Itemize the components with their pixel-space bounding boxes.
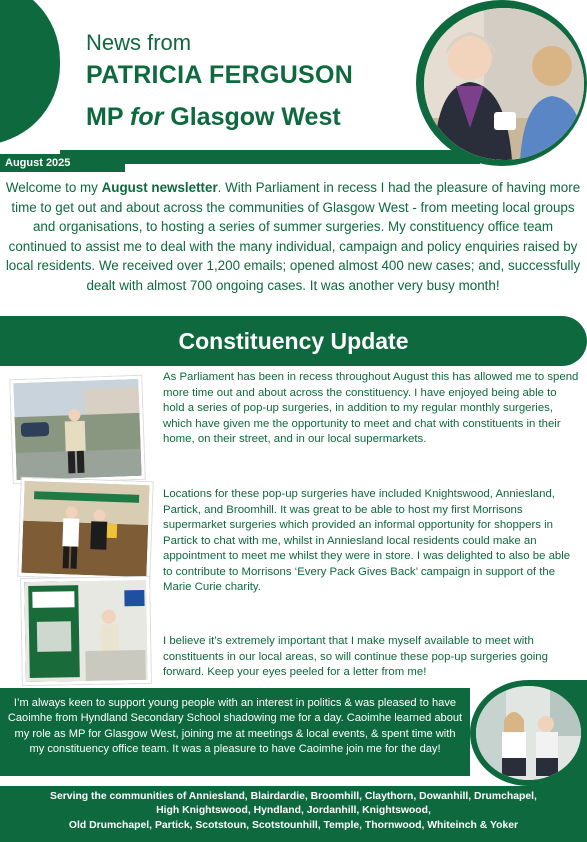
intro-text-bold: August newsletter: [101, 180, 218, 195]
intro-text-start: Welcome to my: [5, 180, 102, 195]
section-title-constituency-update: Constituency Update: [0, 316, 587, 366]
header-left-decoration: [0, 0, 60, 145]
footer-communities-line-1: Serving the communities of Anniesland, Blairdardie, Broomhill, Claythorn, Dowanhill, Drumchapel,: [50, 791, 537, 802]
section-paragraph-1: As Parliament has been in recess throughout August this has allowed me to spend more time out and about across the constituency. I have enjoyed being able to hold a series of pop-up surgeries, in addition to my regular monthly surgeries, which have given me the opportunity to meet and chat with constituents in their home, on their street, and in our local supermarkets.: [163, 371, 579, 445]
footer-communities-line-2: High Knightswood, Hyndland, Jordanhill, Knightswood,: [156, 805, 431, 817]
intro-text-rest: . With Parliament in recess I had the pleasure of having more time to get out and about across the communities of Glasgow West - from meeting local groups and organisations, to hosting a series of summer surgeries. My constituency office team continued to assist me to deal with the many individual, campaign and policy enquiries raised by local residents. We received over 1,200 emails; opened almost 400 new cases; and, successfully dealt with almost 700 ongoing cases. It was another very busy month!: [5, 180, 581, 293]
header-mp-name: PATRICIA FERGUSON: [86, 61, 354, 89]
footer-communities-text: [10, 790, 577, 833]
header-line-news-from: News from: [86, 30, 192, 55]
header-mp-text: MP: [86, 103, 130, 131]
photo-street-surgery: [10, 376, 145, 484]
header-portrait-photo: [424, 8, 584, 160]
section-paragraph-3: I believe it’s extremely important that I make myself available to meet with constituents in our local areas, so will continue these pop-up surgeries going forward. Keep your eyes peeled for a letter from me!: [163, 635, 548, 678]
header-constituency-text: Glasgow West: [163, 103, 341, 131]
newsletter-date: August 2025: [0, 154, 125, 172]
young-people-photo: [476, 686, 581, 780]
photo-supermarket-surgery: [18, 478, 152, 581]
photo-store-banner: [21, 577, 151, 685]
header-for-text: for: [130, 103, 164, 131]
header-constituency: [86, 103, 341, 132]
footer-communities-line-3: Old Drumchapel, Partick, Scotstoun, Scotstounhill, Temple, Thornwood, Whiteinch & Yoker: [68, 819, 519, 831]
young-people-text: I’m always keen to support young people with an interest in politics & was pleased to have Caoimhe from Hyndland Secondary School shadowing me for a day. Caoimhe learned about my role as MP for Glasgow West, joining me at meetings & local events, & spent time with my constituency office team. It was a pleasure to have Caoimhe join me for the day!: [7, 697, 463, 755]
section-paragraph-2: Locations for these pop-up surgeries have included Knightswood, Anniesland, Partick, and Broomhill. It was great to be able to host my first Morrisons supermarket surgeries which provided an informal opportunity for shoppers in Partick to chat with me, whilst in Anniesland local residents could make an appointment to meet me whilst they were in store. I was delighted to also be able to contribute to Morrisons ‘Every Pack Gives Back’ campaign in support of the Marie Curie charity.: [163, 488, 571, 593]
intro-paragraph: [4, 178, 582, 295]
